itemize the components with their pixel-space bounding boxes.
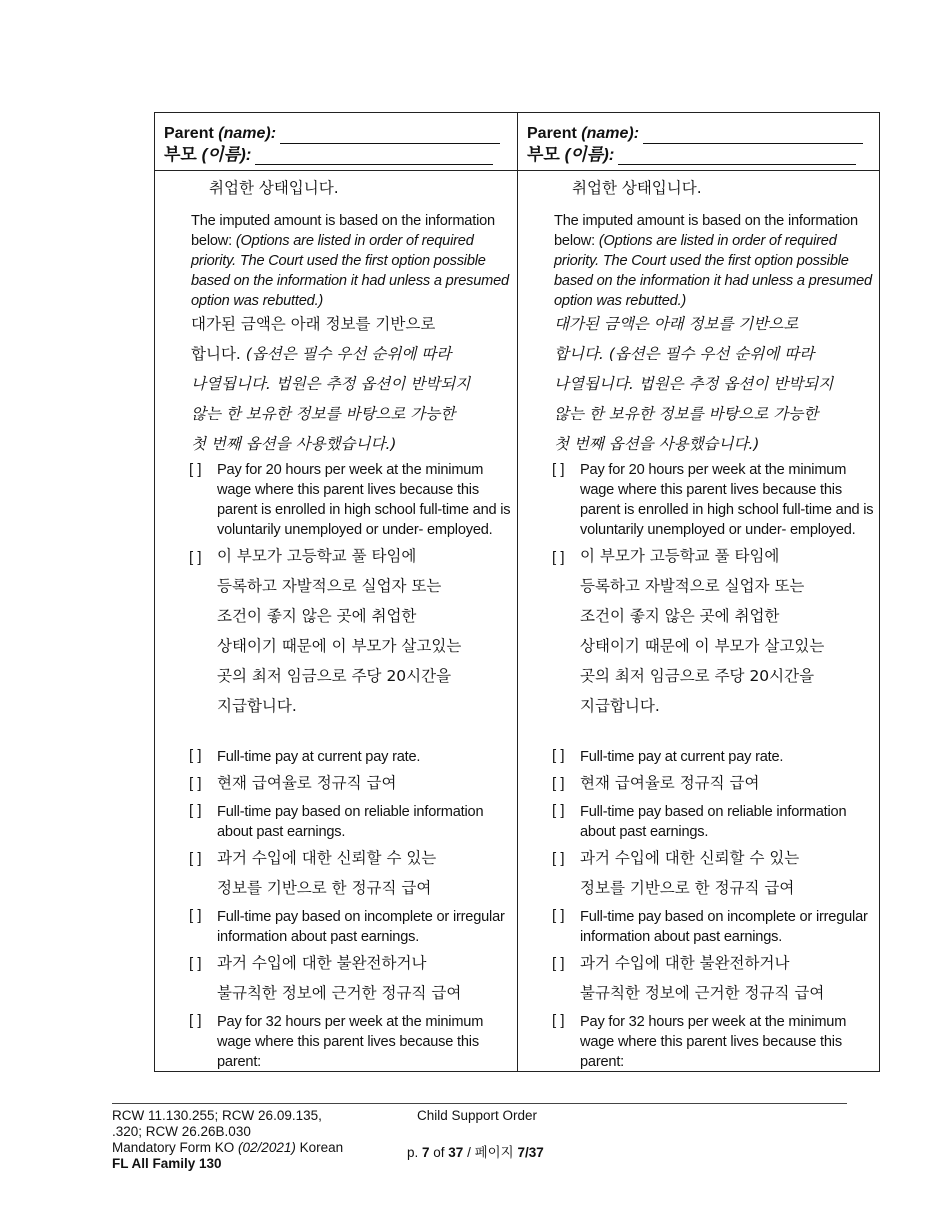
imputed-ko-2: 합니다. (옵션은 필수 우선 순위에 따라 — [554, 345, 815, 363]
opt3-ko-1: 과거 수입에 대한 신뢰할 수 있는 — [217, 849, 437, 867]
opt2-en: Full-time pay at current pay rate. — [580, 749, 784, 765]
opt5-en-2: wage where this parent lives because this — [217, 1034, 479, 1050]
checkbox[interactable]: [ ] — [552, 802, 565, 819]
footer-rcw-1: RCW 11.130.255; RCW 26.09.135, — [112, 1108, 322, 1123]
opt1-ko-4: 상태이기 때문에 이 부모가 살고있는 — [580, 637, 825, 655]
opt4-en-1: Full-time pay based on incomplete or irregular — [580, 909, 868, 925]
opt5-en-1: Pay for 32 hours per week at the minimum — [217, 1014, 484, 1030]
imputed-ko-3: 나열됩니다. 법원은 추정 옵션이 반박되지 — [191, 375, 471, 393]
imputed-en-2: below: (Options are listed in order of required — [191, 233, 474, 249]
opt3-en-1: Full-time pay based on reliable information — [580, 804, 847, 820]
checkbox[interactable]: [ ] — [189, 747, 202, 764]
opt4-en-2: information about past earnings. — [217, 929, 420, 945]
parent-label-ko: 부모 — [164, 145, 202, 164]
imputed-en-3: priority. The Court used the first option possible — [191, 253, 486, 269]
footer-rcw-2: .320; RCW 26.26B.030 — [112, 1124, 251, 1139]
footer-page-number: p. 7 of 37 / 페이지 7/37 — [407, 1145, 544, 1160]
name-label-ko: (이름): — [564, 145, 615, 164]
opt1-ko-2: 등록하고 자발적으로 실업자 또는 — [217, 577, 442, 595]
opt5-en-2: wage where this parent lives because this — [580, 1034, 842, 1050]
opt3-ko-1: 과거 수입에 대한 신뢰할 수 있는 — [580, 849, 800, 867]
parent-name-header — [155, 113, 517, 171]
opt2-ko: 현재 급여율로 정규직 급여 — [580, 774, 760, 792]
checkbox[interactable]: [ ] — [189, 955, 202, 972]
opt1-en-1: Pay for 20 hours per week at the minimum — [217, 462, 484, 478]
imputed-en-1: The imputed amount is based on the information — [191, 213, 495, 229]
opt1-ko-2: 등록하고 자발적으로 실업자 또는 — [580, 577, 805, 595]
opt1-en-1: Pay for 20 hours per week at the minimum — [580, 462, 847, 478]
imputed-en-1: The imputed amount is based on the information — [554, 213, 858, 229]
imputed-en-4: based on the information it had unless a presumed — [554, 273, 872, 289]
opt1-ko-6: 지급합니다. — [217, 697, 297, 715]
parent-name-field-ko[interactable] — [618, 149, 856, 165]
checkbox[interactable]: [ ] — [552, 549, 565, 566]
opt1-ko-5: 곳의 최저 임금으로 주당 20시간을 — [580, 667, 815, 685]
opt1-en-4: voluntarily unemployed or under- employed. — [580, 522, 856, 538]
checkbox[interactable]: [ ] — [552, 1012, 565, 1029]
parent-label-ko: 부모 — [527, 145, 565, 164]
parent-column-left — [155, 113, 517, 1071]
opt4-ko-1: 과거 수입에 대한 불완전하거나 — [580, 954, 790, 972]
parent-name-field-ko[interactable] — [255, 149, 493, 165]
parent-column-right — [517, 113, 879, 1071]
opt3-ko-2: 정보를 기반으로 한 정규직 급여 — [580, 879, 795, 897]
opt2-en: Full-time pay at current pay rate. — [217, 749, 421, 765]
footer-form-line: Mandatory Form KO (02/2021) Korean — [112, 1140, 344, 1155]
imputed-ko-1: 대가된 금액은 아래 정보를 기반으로 — [191, 315, 436, 333]
checkbox[interactable]: [ ] — [189, 907, 202, 924]
checkbox[interactable]: [ ] — [189, 1012, 202, 1029]
checkbox[interactable]: [ ] — [189, 802, 202, 819]
checkbox[interactable]: [ ] — [189, 775, 202, 792]
checkbox[interactable]: [ ] — [552, 461, 565, 478]
opt4-ko-2: 불규칙한 정보에 근거한 정규직 급여 — [580, 984, 825, 1002]
opt3-en-2: about past earnings. — [217, 824, 346, 840]
name-label: (name): — [581, 125, 640, 142]
imputed-en-5: option was rebutted.) — [554, 293, 687, 309]
parent-columns-table — [154, 112, 880, 1072]
checkbox[interactable]: [ ] — [552, 955, 565, 972]
imputed-ko-5: 첫 번째 옵션을 사용했습니다.) — [554, 435, 760, 453]
parent-label: Parent — [164, 125, 219, 142]
checkbox[interactable]: [ ] — [189, 461, 202, 478]
opt1-ko-3: 조건이 좋지 않은 곳에 취업한 — [580, 607, 780, 625]
opt1-en-3: parent is enrolled in high school full-time and is — [217, 502, 511, 518]
opt1-ko-5: 곳의 최저 임금으로 주당 20시간을 — [217, 667, 452, 685]
name-label: (name): — [218, 125, 277, 142]
opt1-en-2: wage where this parent lives because this — [217, 482, 479, 498]
checkbox[interactable]: [ ] — [552, 850, 565, 867]
opt5-en-3: parent: — [217, 1054, 262, 1070]
checkbox[interactable]: [ ] — [189, 850, 202, 867]
opt4-ko-2: 불규칙한 정보에 근거한 정규직 급여 — [217, 984, 462, 1002]
opt1-ko-3: 조건이 좋지 않은 곳에 취업한 — [217, 607, 417, 625]
imputed-ko-1: 대가된 금액은 아래 정보를 기반으로 — [554, 315, 799, 333]
parent-label: Parent — [527, 125, 582, 142]
opt5-en-1: Pay for 32 hours per week at the minimum — [580, 1014, 847, 1030]
imputed-ko-3: 나열됩니다. 법원은 추정 옵션이 반박되지 — [554, 375, 834, 393]
opt1-ko-1: 이 부모가 고등학교 풀 타임에 — [580, 547, 780, 565]
opt2-ko: 현재 급여율로 정규직 급여 — [217, 774, 397, 792]
opt4-ko-1: 과거 수입에 대한 불완전하거나 — [217, 954, 427, 972]
checkbox[interactable]: [ ] — [552, 747, 565, 764]
opt3-en-1: Full-time pay based on reliable information — [217, 804, 484, 820]
opt5-en-3: parent: — [580, 1054, 625, 1070]
imputed-en-3: priority. The Court used the first option possible — [554, 253, 849, 269]
opt1-ko-4: 상태이기 때문에 이 부모가 살고있는 — [217, 637, 462, 655]
opt1-en-4: voluntarily unemployed or under- employed. — [217, 522, 493, 538]
name-label-ko: (이름): — [201, 145, 252, 164]
footer-title: Child Support Order — [417, 1108, 538, 1123]
checkbox[interactable]: [ ] — [552, 907, 565, 924]
checkbox[interactable]: [ ] — [552, 775, 565, 792]
opt4-en-2: information about past earnings. — [580, 929, 783, 945]
opt3-ko-2: 정보를 기반으로 한 정규직 급여 — [217, 879, 432, 897]
checkbox[interactable]: [ ] — [189, 549, 202, 566]
footer-form-id: FL All Family 130 — [112, 1156, 222, 1171]
footer-divider — [112, 1103, 847, 1104]
opt1-ko-1: 이 부모가 고등학교 풀 타임에 — [217, 547, 417, 565]
parent-name-field[interactable] — [643, 128, 863, 144]
imputed-ko-5: 첫 번째 옵션을 사용했습니다.) — [191, 435, 397, 453]
imputed-ko-2: 합니다. (옵션은 필수 우선 순위에 따라 — [191, 345, 452, 363]
opt1-ko-6: 지급합니다. — [580, 697, 660, 715]
imputed-ko-4: 않는 한 보유한 정보를 바탕으로 가능한 — [191, 405, 456, 423]
parent-name-header — [518, 113, 879, 171]
imputed-en-5: option was rebutted.) — [191, 293, 324, 309]
opt1-en-2: wage where this parent lives because this — [580, 482, 842, 498]
parent-name-field[interactable] — [280, 128, 500, 144]
imputed-en-4: based on the information it had unless a presumed — [191, 273, 509, 289]
opt1-en-3: parent is enrolled in high school full-time and is — [580, 502, 874, 518]
employed-ko: 취업한 상태입니다. — [572, 179, 702, 197]
opt3-en-2: about past earnings. — [580, 824, 709, 840]
employed-ko: 취업한 상태입니다. — [209, 179, 339, 197]
imputed-ko-4: 않는 한 보유한 정보를 바탕으로 가능한 — [554, 405, 819, 423]
opt4-en-1: Full-time pay based on incomplete or irregular — [217, 909, 505, 925]
imputed-en-2: below: (Options are listed in order of required — [554, 233, 837, 249]
